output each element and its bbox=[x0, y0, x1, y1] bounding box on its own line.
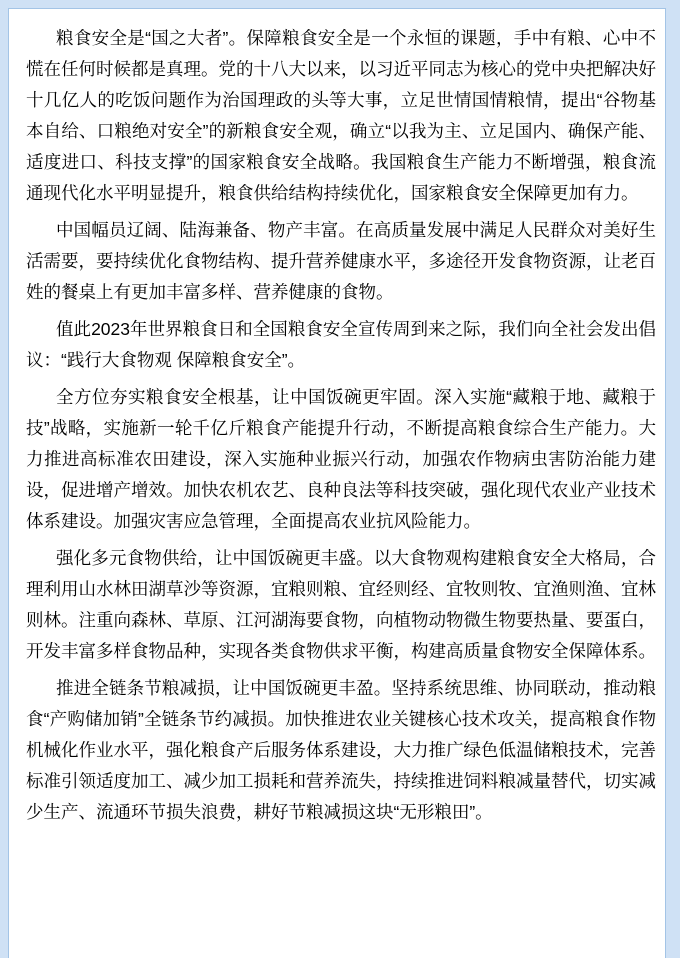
paragraph-china-resources: 中国幅员辽阔、陆海兼备、物产丰富。在高质量发展中满足人民群众对美好生活需要，要持续优化食物结构、提升营养健康水平，多途径开发食物资源，让老百姓的餐桌上有更加丰富多样、营养健康的食物。 bbox=[26, 220, 656, 302]
article-card bbox=[8, 8, 666, 958]
paragraph-food-security-intro: 粮食安全是“国之大者”。保障粮食安全是一个永恒的课题，手中有粮、心中不慌在任何时候都是真理。党的十八大以来，以习近平同志为核心的党中央把解决好十几亿人的吃饭问题作为治国理政的头等大事，立足世情国情粮情，提出“谷物基本自给、口粮绝对安全”的新粮食安全观，确立“以我为主、立足国内、确保产能、适度进口、科技支撑”的国家粮食安全战略。我国粮食生产能力不断增强，粮食流通现代化水平明显提升，粮食供给结构持续优化，国家粮食安全保障更加有力。 bbox=[26, 28, 656, 203]
article-body bbox=[26, 23, 656, 828]
paragraph-diversified-food-supply: 强化多元食物供给，让中国饭碗更丰盛。以大食物观构建粮食安全大格局，合理利用山水林田湖草沙等资源，宜粮则粮、宜经则经、宜牧则牧、宜渔则渔、宜林则林。注重向森林、草原、江河湖海要食物，向植物动物微生物要热量、要蛋白，开发丰富多样食物品种，实现各类食物供求平衡，构建高质量食物安全保障体系。 bbox=[26, 548, 656, 661]
paragraph-consolidate-foundation: 全方位夯实粮食安全根基，让中国饭碗更牢固。深入实施“藏粮于地、藏粮于技”战略，实施新一轮千亿斤粮食产能提升行动，不断提高粮食综合生产能力。大力推进高标准农田建设，深入实施种业振兴行动，加强农作物病虫害防治能力建设，促进增产增效。加快农机农艺、良种良法等科技突破，强化现代农业产业技术体系建设。加强灾害应急管理，全面提高农业抗风险能力。 bbox=[26, 387, 656, 531]
paragraph-world-food-day-proposal: 值此2023年世界粮食日和全国粮食安全宣传周到来之际，我们向全社会发出倡议：“践行大食物观 保障粮食安全”。 bbox=[26, 319, 656, 370]
paragraph-grain-loss-reduction: 推进全链条节粮减损，让中国饭碗更丰盈。坚持系统思维、协同联动，推动粮食“产购储加销”全链条节约减损。加快推进农业关键核心技术攻关，提高粮食作物机械化作业水平，强化粮食产后服务体系建设，大力推广绿色低温储粮技术，完善标准引领适度加工、减少加工损耗和营养流失，持续推进饲料粮减量替代，切实减少生产、流通环节损失浪费，耕好节粮减损这块“无形粮田”。 bbox=[26, 678, 656, 822]
